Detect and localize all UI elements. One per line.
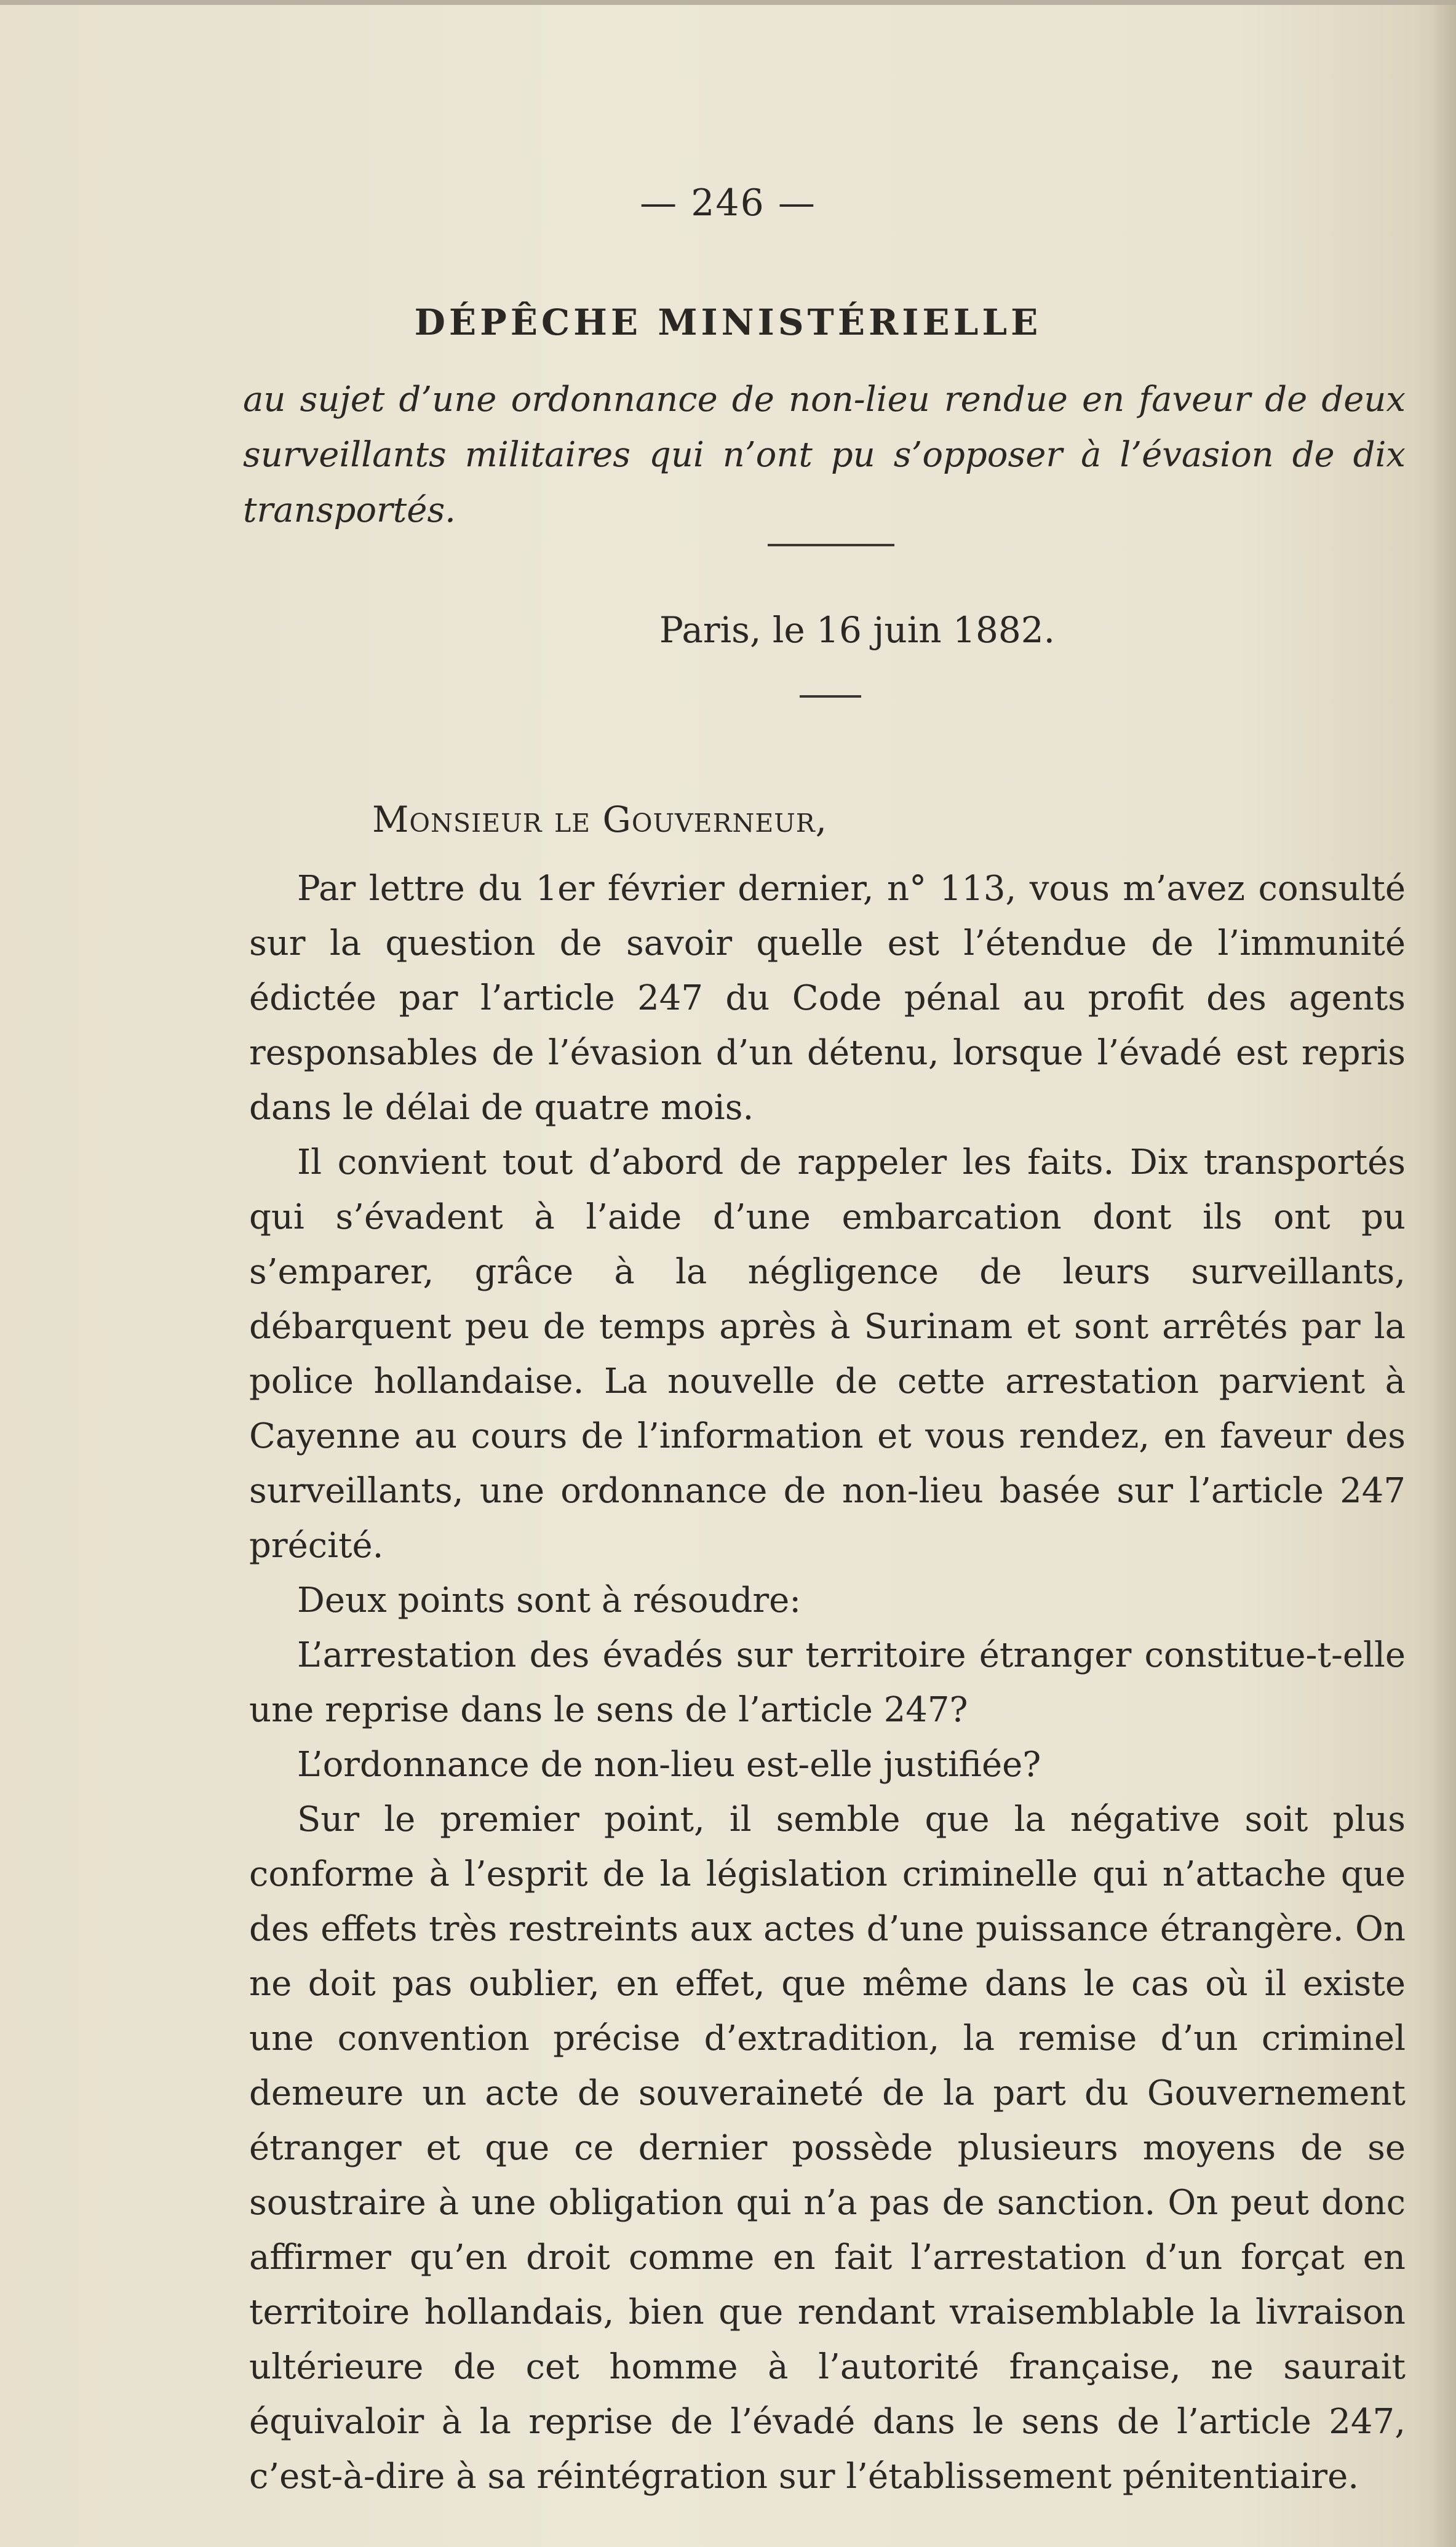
paragraph-2: Il convient tout d’abord de rappeler les faits. Dix transportés qui s’évadent à l’aide d’une embarcation dont ils ont pu s’emparer, grâce à la négligence de leurs surveillants, débarquent peu de temps après à Surinam et sont arrêtés par la police hollandaise. La nouvelle de cette arrestation parvient à Cayenne au cours de l’information et vous rendez, en faveur des surveillants, une ordonnance de non-lieu basée sur l’article 247 précité. bbox=[249, 1142, 1406, 1566]
page-number: — 246 — bbox=[640, 181, 816, 225]
page-top-edge bbox=[0, 0, 1456, 5]
page-right-edge bbox=[1431, 0, 1456, 2547]
salutation: Monsieur le Gouverneur, bbox=[372, 799, 828, 840]
paragraph-6: Sur le premier point, il semble que la négative soit plus conforme à l’esprit de la législation criminelle qui n’attache que des effets très restreints aux actes d’une puissance étrangère. On ne doit pas oublier, en effet, que même dans le cas où il existe une convention précise d’extradition, la remise d’un criminel demeure un acte de souveraineté de la part du Gouvernement étranger et que ce dernier possède plusieurs moyens de se soustraire à une obligation qui n’a pas de sanction. On peut donc affirmer qu’en droit comme en fait l’arrestation d’un forçat en territoire hollandais, bien que rendant vraisemblable la livraison ultérieure de cet homme à l’autorité française, ne saurait équivaloir à la reprise de l’évadé dans le sens de l’article 247, c’est-à-dire à sa réintégration sur l’établissement pénitentiaire. bbox=[249, 1800, 1406, 2497]
document-title: DÉPÊCHE MINISTÉRIELLE bbox=[414, 301, 1042, 343]
separator-rule bbox=[768, 544, 894, 546]
body-text bbox=[249, 861, 1406, 2504]
paragraph-4: L’arrestation des évadés sur territoire étranger constitue-t-elle une reprise dans le sens de l’article 247? bbox=[249, 1635, 1406, 1730]
dateline: Paris, le 16 juin 1882. bbox=[659, 609, 1056, 651]
document-subtitle: au sujet d’une ordonnance de non-lieu rendue en faveur de deux surveillants militaires qui n’ont pu s’opposer à l’évasion de dix transportés. bbox=[243, 380, 1406, 530]
separator-rule-short bbox=[800, 695, 861, 698]
paragraph-3: Deux points sont à résoudre: bbox=[297, 1580, 802, 1620]
paragraph-5: L’ordonnance de non-lieu est-elle justifiée? bbox=[297, 1745, 1041, 1785]
paragraph-1: Par lettre du 1er février dernier, n° 113, vous m’avez consulté sur la question de savoir quelle est l’étendue de l’immunité édictée par l’article 247 du Code pénal au profit des agents responsables de l’évasion d’un détenu, lorsque l’évadé est repris dans le délai de quatre mois. bbox=[249, 869, 1406, 1128]
